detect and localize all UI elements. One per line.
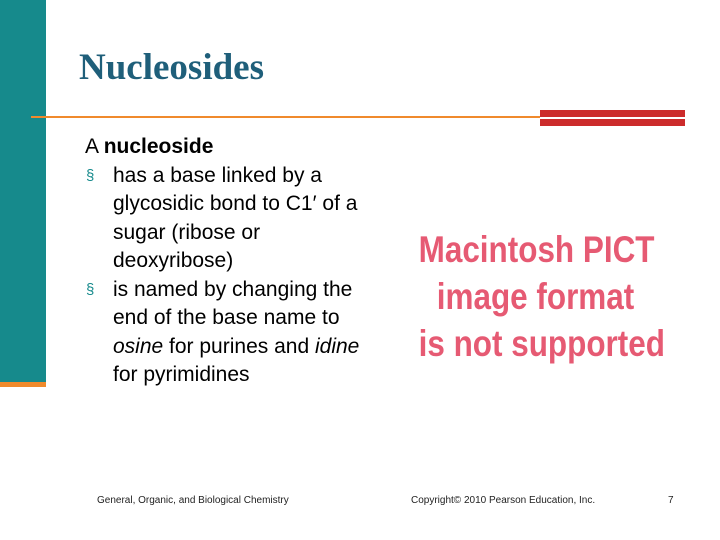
- intro-line: [85, 133, 385, 162]
- slide-title: Nucleosides: [79, 47, 264, 88]
- placeholder-line-2: image format: [436, 276, 635, 317]
- placeholder-line-1: Macintosh PICT: [418, 229, 655, 270]
- bullet-item-1: [85, 162, 385, 276]
- red-block-stripe: [540, 117, 685, 119]
- bullet-marker-icon: §: [86, 280, 95, 298]
- intro-prefix: A: [85, 135, 104, 158]
- bullet-item-2: [85, 276, 385, 390]
- title-rule: [31, 116, 540, 118]
- footer-copyright: Copyright© 2010 Pearson Education, Inc.: [411, 495, 596, 506]
- bullet-emphasis-osine: osine: [113, 334, 164, 358]
- bullet-text-2c: for pyrimidines: [113, 363, 250, 386]
- teal-side-bar: [0, 0, 46, 382]
- placeholder-line-3: is not supported: [418, 323, 665, 364]
- footer-page-number: 7: [668, 495, 674, 506]
- bullet-text-2b: for purines and: [163, 334, 315, 358]
- red-accent-block: [540, 110, 685, 126]
- intro-term: nucleoside: [103, 135, 214, 158]
- orange-accent-line: [0, 382, 46, 387]
- bullet-text-1: has a base linked by a glycosidic bond to C1′ of a sugar (ribose or deoxyribose): [113, 163, 358, 272]
- unsupported-image-placeholder: [418, 226, 665, 367]
- bullet-marker-icon: §: [86, 166, 95, 184]
- footer-course-title: General, Organic, and Biological Chemistry: [97, 495, 289, 506]
- slide-body: [85, 133, 385, 390]
- bullet-text-2a: is named by changing the end of the base name to: [113, 277, 353, 329]
- bullet-emphasis-idine: idine: [314, 334, 360, 358]
